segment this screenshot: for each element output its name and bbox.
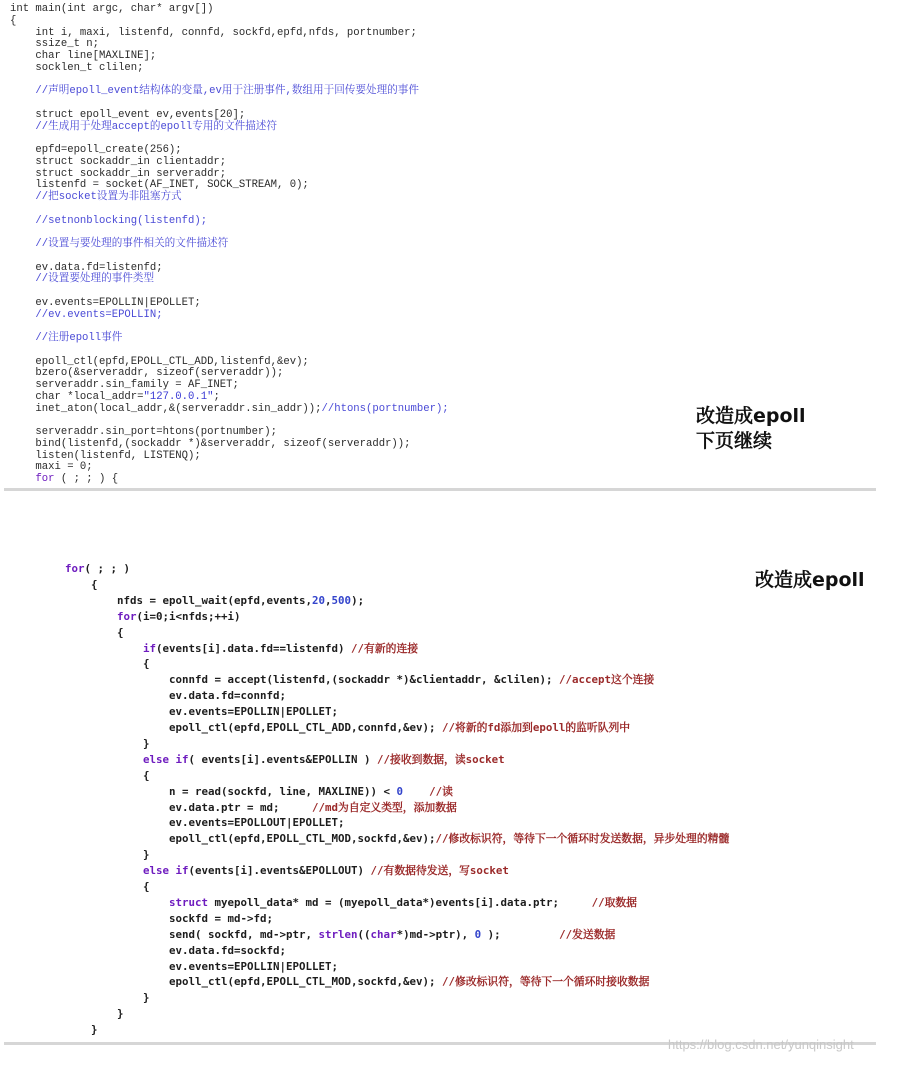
code-token: } xyxy=(26,991,150,1005)
code-line xyxy=(10,239,228,250)
code-line xyxy=(26,564,130,575)
code-token: struct xyxy=(169,895,209,909)
annotation-note-continue xyxy=(696,404,806,453)
code-line xyxy=(10,274,154,285)
code-token: char line[MAXLINE]; xyxy=(10,50,157,62)
code-comment: //有数据待发送，写socket xyxy=(370,864,509,878)
code-line xyxy=(26,577,98,591)
code-comment: //修改标识符，等待下一个循环时发送数据，异步处理的精髓 xyxy=(435,832,730,846)
code-token: epoll_ctl(epfd,EPOLL_CTL_MOD,sockfd,&ev); xyxy=(26,975,443,989)
code-token xyxy=(26,562,65,575)
code-line xyxy=(10,462,93,473)
code-line xyxy=(26,943,287,957)
code-line xyxy=(26,691,286,702)
code-line xyxy=(10,333,122,344)
code-line xyxy=(10,157,226,168)
code-token: epoll_ctl(epfd,EPOLL_CTL_ADD,connfd,&ev); xyxy=(26,721,443,734)
code-line xyxy=(26,1025,98,1036)
code-token: listen(listenfd, LISTENQ); xyxy=(10,449,201,462)
code-token: 20 xyxy=(312,593,326,607)
code-token: if xyxy=(143,641,157,655)
code-token: 500 xyxy=(331,593,352,607)
code-line xyxy=(26,959,339,973)
code-comment: //accept这个连接 xyxy=(559,673,655,687)
code-line xyxy=(26,659,150,670)
code-token: bzero(&serveraddr, sizeof(serveraddr)); xyxy=(10,367,284,380)
code-token: ssize_t n; xyxy=(10,38,100,51)
code-token: epfd=epoll_create(256); xyxy=(10,144,182,156)
code-token: } xyxy=(26,1023,98,1037)
code-token xyxy=(26,753,143,766)
code-line xyxy=(10,427,277,438)
code-token xyxy=(403,785,429,798)
code-token: serveraddr.sin_family = AF_INET; xyxy=(10,379,239,391)
code-line xyxy=(10,474,118,485)
code-line xyxy=(10,145,182,156)
code-line xyxy=(10,451,201,462)
code-token: , xyxy=(325,593,332,607)
code-line xyxy=(10,16,16,27)
code-line xyxy=(26,593,365,607)
code-token: struct epoll_event ev,events[20]; xyxy=(10,108,246,121)
code-comment: //把socket设置为非阻塞方式 xyxy=(10,191,182,203)
code-line xyxy=(10,63,144,74)
code-line xyxy=(10,39,99,50)
code-line xyxy=(26,723,630,734)
code-line xyxy=(10,86,419,97)
code-comment: //生成用于处理accept的epoll专用的文件描述符 xyxy=(10,120,277,133)
code-token: "127.0.0.1" xyxy=(143,390,214,403)
watermark: https://blog.csdn.net/yunqinsight xyxy=(668,1037,854,1052)
code-line xyxy=(10,28,417,39)
code-line xyxy=(26,800,457,814)
code-line xyxy=(10,380,239,391)
code-token: ev.data.fd=listenfd; xyxy=(10,261,163,274)
code-token: send( sockfd, md->ptr, xyxy=(26,927,319,941)
code-token: { xyxy=(26,577,98,591)
code-token: inet_aton(local_addr,&(serveraddr.sin_addr)); xyxy=(10,402,322,415)
code-line xyxy=(26,736,150,750)
code-token: } xyxy=(26,1007,124,1021)
annotation-line: 下页继续 xyxy=(696,429,773,452)
code-line xyxy=(26,834,729,845)
code-token: epoll_ctl(epfd,EPOLL_CTL_MOD,sockfd,&ev); xyxy=(26,832,436,846)
code-token xyxy=(26,864,143,877)
code-token xyxy=(10,473,35,485)
code-token: 0 xyxy=(396,784,404,798)
code-token: myepoll_data* md = (myepoll_data*)events[i].data.ptr; xyxy=(208,895,592,909)
code-line xyxy=(10,368,283,379)
code-comment: //md为自定义类型，添加数据 xyxy=(312,800,457,814)
code-token: struct sockaddr_in serveraddr; xyxy=(10,167,227,180)
code-line xyxy=(10,180,309,191)
annotation-note-epoll: 改造成epoll xyxy=(755,569,865,591)
code-token: strlen xyxy=(318,927,358,941)
code-line xyxy=(10,298,201,309)
code-line xyxy=(10,169,226,180)
code-comment: //setnonblocking(listenfd); xyxy=(10,214,208,227)
code-line xyxy=(26,784,453,798)
code-line xyxy=(26,866,509,877)
code-token: for xyxy=(65,562,85,575)
code-line xyxy=(10,216,207,227)
code-token: { xyxy=(26,768,150,782)
code-line xyxy=(26,625,124,639)
code-token: int i, maxi, listenfd, connfd, sockfd,epfd,nfds, portnumber; xyxy=(10,26,417,39)
code-token: ( events[i].events&EPOLLIN ) xyxy=(188,752,378,766)
code-token: connfd = accept(listenfd,(sockaddr *)&clientaddr, &clilen); xyxy=(26,673,560,687)
code-line xyxy=(26,850,150,861)
code-line xyxy=(26,707,338,718)
code-token: maxi = 0; xyxy=(10,461,93,474)
code-comment: //声明epoll_event结构体的变量,ev用于注册事件,数组用于回传要处理的事件 xyxy=(10,85,419,98)
code-line xyxy=(26,641,419,655)
code-token: nfds = epoll_wait(epfd,events, xyxy=(26,593,313,607)
code-token: n = read(sockfd, line, MAXLINE)) < xyxy=(26,784,397,798)
code-token: bind(listenfd,(sockaddr *)&serveraddr, sizeof(serveraddr)); xyxy=(10,437,411,450)
code-line xyxy=(10,110,245,121)
code-comment: //htons(portnumber); xyxy=(321,402,449,415)
code-token: { xyxy=(26,625,124,639)
code-comment: //修改标识符，等待下一个循环时接收数据 xyxy=(442,975,650,989)
code-comment: //注册epoll事件 xyxy=(10,332,123,344)
code-line xyxy=(26,993,150,1004)
code-token: else if xyxy=(143,752,189,766)
code-line xyxy=(10,192,182,203)
code-line xyxy=(26,675,654,686)
code-token: for xyxy=(117,609,137,623)
code-token: serveraddr.sin_port=htons(portnumber); xyxy=(10,426,278,438)
code-line xyxy=(10,263,163,274)
code-token: sockfd = md->fd; xyxy=(26,911,274,925)
code-token: for xyxy=(35,473,55,485)
code-token: ev.data.fd=connfd; xyxy=(26,689,287,703)
code-line xyxy=(10,310,163,321)
code-line xyxy=(26,895,637,909)
code-token: (events[i].data.fd==listenfd) xyxy=(156,641,352,655)
code-line xyxy=(10,4,213,15)
code-line xyxy=(26,818,345,829)
code-token: ; xyxy=(213,390,220,403)
code-token: int main(int argc, char* argv[]) xyxy=(10,3,214,15)
code-token: { xyxy=(26,880,150,893)
code-token: (i=0;i<nfds;++i) xyxy=(136,609,241,623)
divider xyxy=(4,488,876,491)
code-line xyxy=(26,882,150,893)
code-token: } xyxy=(26,848,150,862)
annotation-line: 改造成epoll xyxy=(696,405,806,427)
code-token: (( xyxy=(357,927,371,941)
code-comment: //接收到数据，读socket xyxy=(377,752,505,766)
code-token: epoll_ctl(epfd,EPOLL_CTL_ADD,listenfd,&ev); xyxy=(10,355,309,368)
code-token: char xyxy=(370,927,397,941)
code-token: ( ; ; ) { xyxy=(54,473,119,485)
code-line xyxy=(26,768,150,782)
code-token: { xyxy=(10,14,17,27)
code-token: 0 xyxy=(474,927,482,941)
code-token: listenfd = socket(AF_INET, SOCK_STREAM, 0); xyxy=(10,179,309,192)
code-comment: //读 xyxy=(429,784,453,798)
code-line xyxy=(26,911,274,925)
code-token: socklen_t clilen; xyxy=(10,61,144,74)
code-token: ev.data.fd=sockfd; xyxy=(26,943,287,957)
code-token: struct sockaddr_in clientaddr; xyxy=(10,155,227,168)
code-token: ev.data.ptr = md; xyxy=(26,800,313,814)
code-line xyxy=(26,752,505,766)
code-token: char *local_addr= xyxy=(10,390,144,403)
code-line xyxy=(26,1009,124,1020)
code-comment: //设置与要处理的事件相关的文件描述符 xyxy=(10,238,229,250)
code-line xyxy=(10,392,220,403)
code-token: ev.events=EPOLLIN|EPOLLET; xyxy=(10,296,201,309)
code-comment: //设置要处理的事件类型 xyxy=(10,273,155,286)
code-token xyxy=(26,896,169,909)
code-token: ev.events=EPOLLIN|EPOLLET; xyxy=(26,705,339,719)
code-comment: //取数据 xyxy=(591,895,637,909)
code-comment: //ev.events=EPOLLIN; xyxy=(10,308,163,321)
code-comment: //将新的fd添加到epoll的监听队列中 xyxy=(442,721,631,734)
code-line xyxy=(26,977,649,988)
code-token: } xyxy=(26,736,150,750)
code-token: ); xyxy=(481,927,560,941)
code-token: ( ; ; ) xyxy=(84,562,131,575)
code-token: (events[i].events&EPOLLOUT) xyxy=(188,864,371,878)
code-line xyxy=(10,51,156,62)
code-token: ); xyxy=(351,593,365,607)
code-line xyxy=(10,404,449,415)
code-line xyxy=(26,927,616,941)
code-comment: //发送数据 xyxy=(559,927,616,941)
code-line xyxy=(10,439,411,450)
code-line xyxy=(26,609,241,623)
code-screenshot-bottom xyxy=(0,548,880,1048)
code-token: { xyxy=(26,657,150,671)
code-token: ev.events=EPOLLIN|EPOLLET; xyxy=(26,959,339,973)
code-token xyxy=(26,610,117,623)
code-token: ev.events=EPOLLOUT|EPOLLET; xyxy=(26,816,345,830)
code-comment: //有新的连接 xyxy=(351,641,419,655)
code-screenshot-top xyxy=(0,0,880,490)
code-token: *)md->ptr), xyxy=(396,927,475,941)
code-token: else if xyxy=(143,864,189,878)
code-line xyxy=(10,122,277,133)
code-token xyxy=(26,642,143,655)
code-line xyxy=(10,357,309,368)
